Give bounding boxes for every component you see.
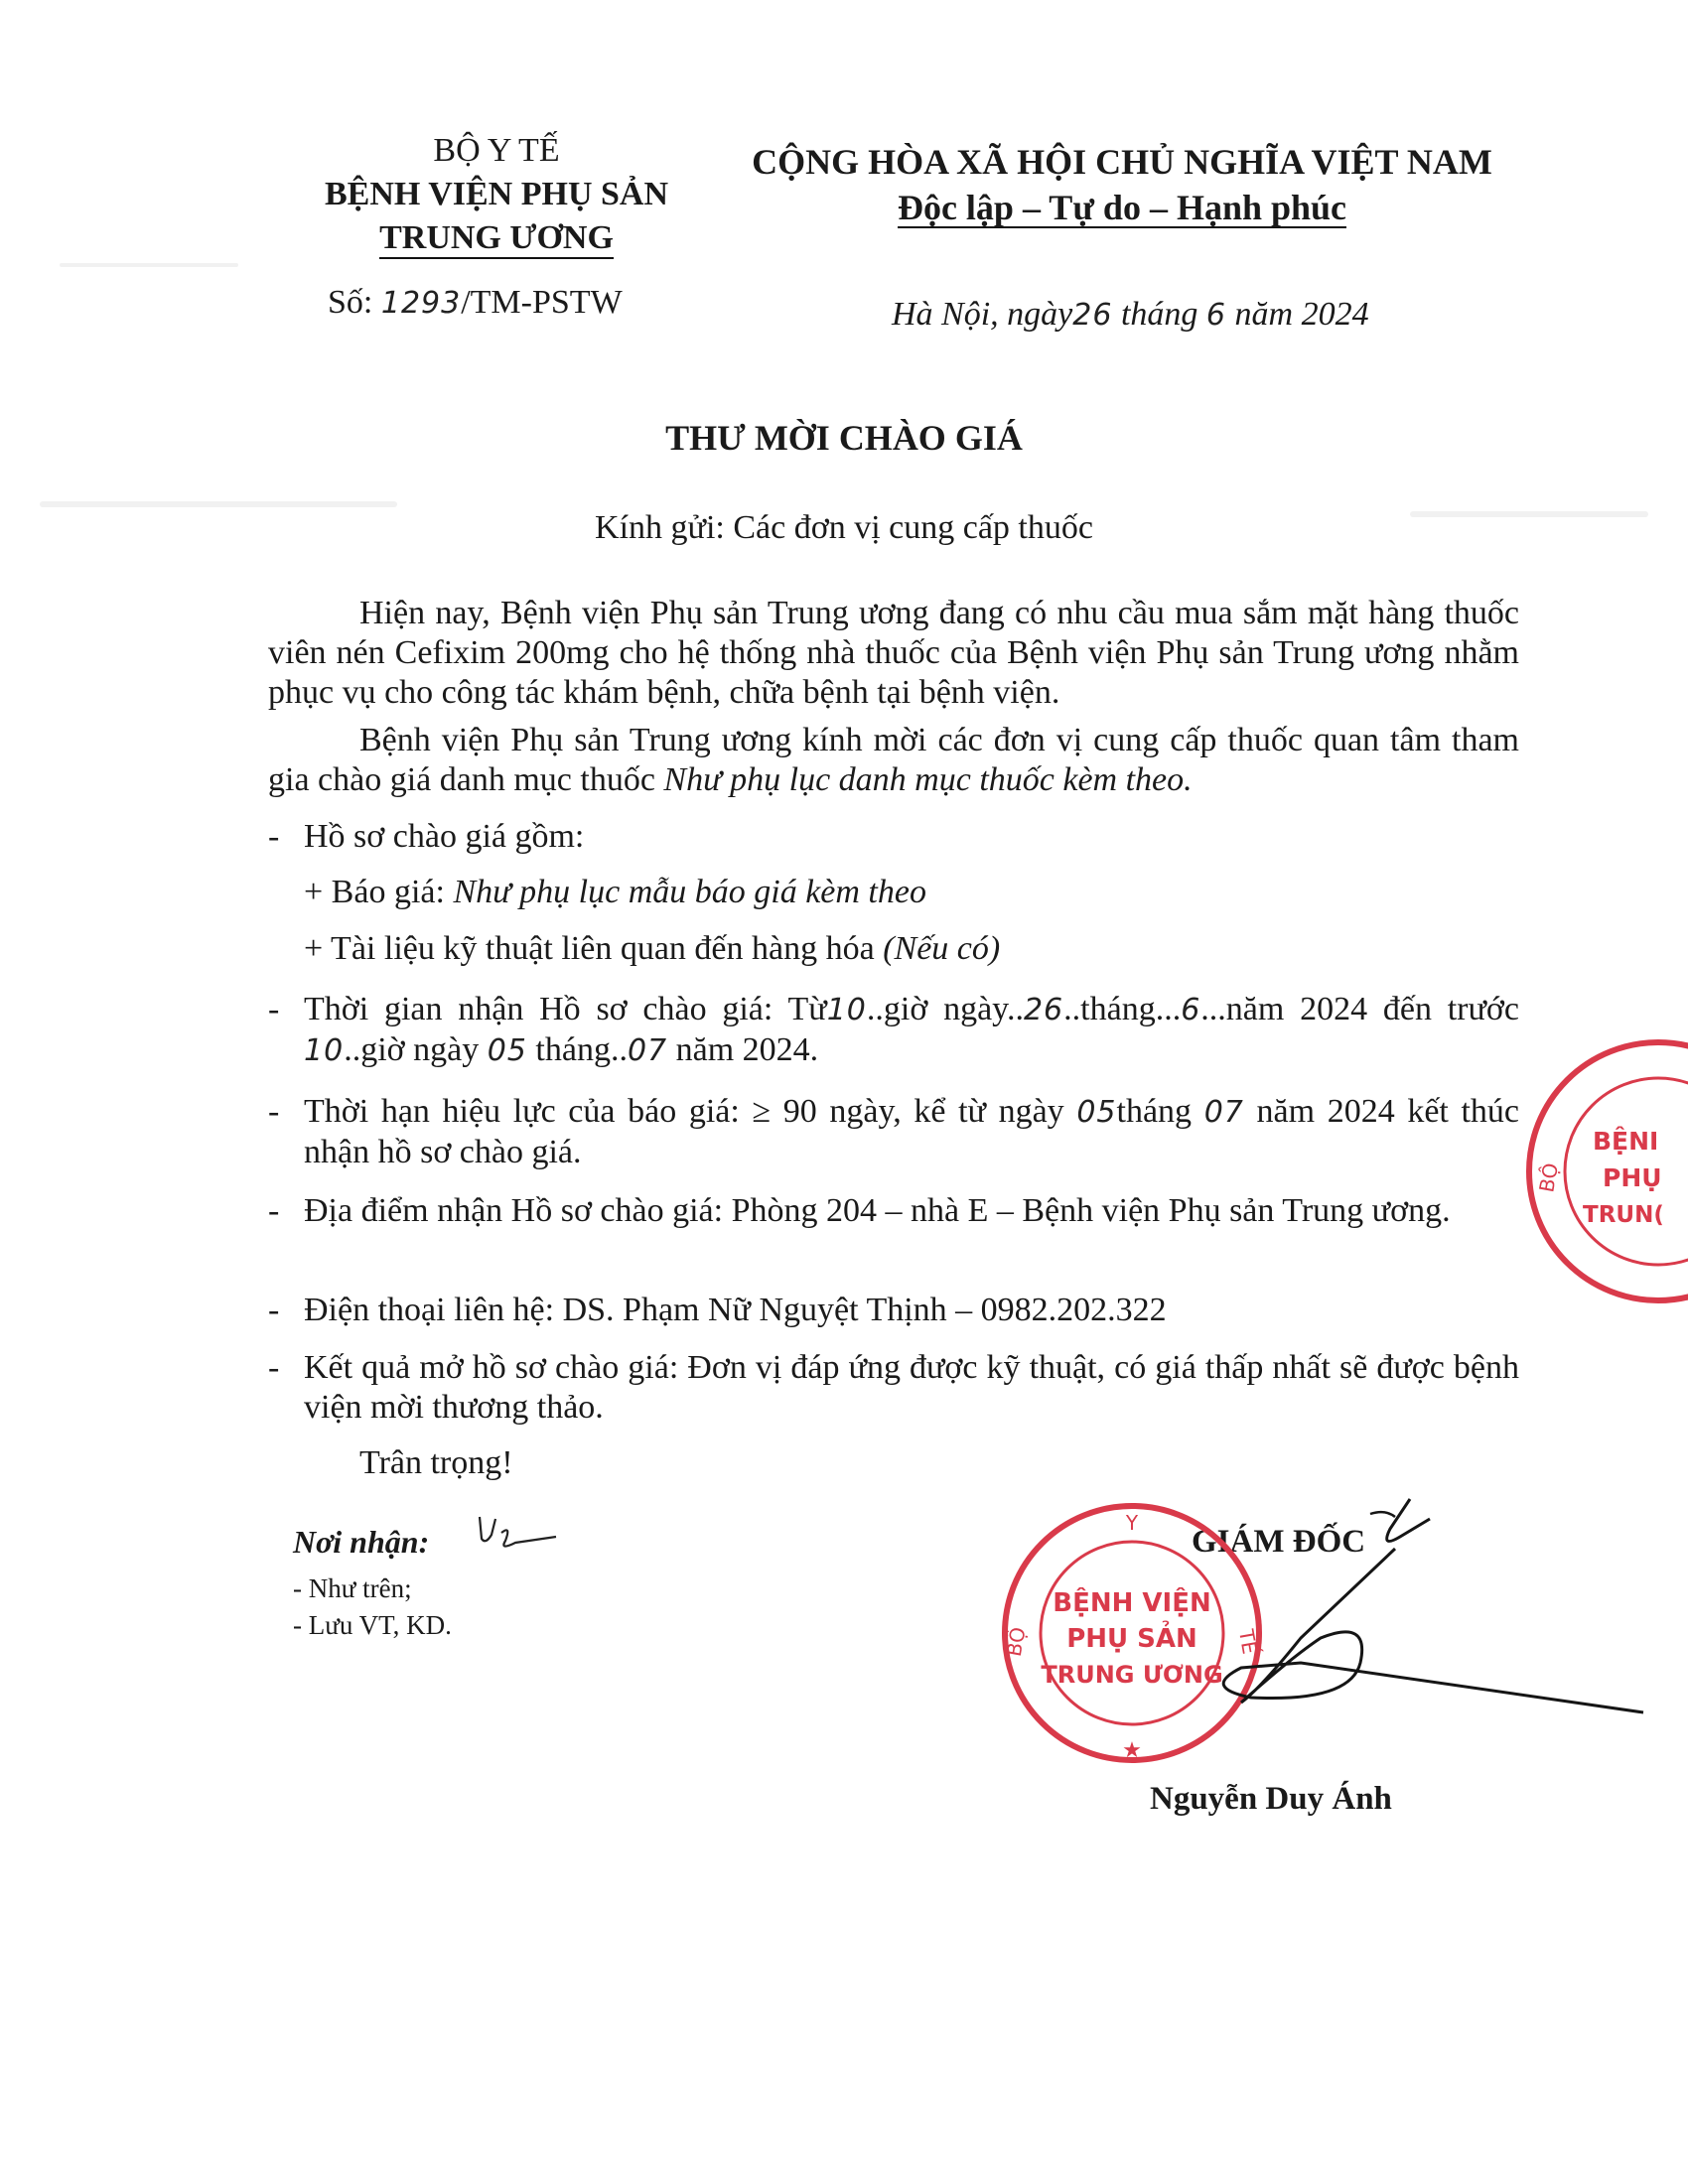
document-number: Số: 1293/TM-PSTW <box>328 284 623 321</box>
recipient-item: - Lưu VT, KD. <box>293 1610 452 1640</box>
list-item-contact-phone: - Điện thoại liên hệ: DS. Phạm Nữ Nguyệt Thịnh – 0982.202.322 <box>268 1292 1167 1328</box>
list-item-validity: - Thời hạn hiệu lực của báo giá: ≥ 90 ngày, kể từ ngày 05tháng 07 năm 2024 kết thúc nhận hồ sơ chào giá. <box>268 1093 1520 1170</box>
list-item-result: - Kết quả mở hồ sơ chào giá: Đơn vị đáp ứng được kỹ thuật, có giá thấp nhất sẽ được bệnh viện mời thương thảo. <box>268 1349 1519 1426</box>
list-item-receive-time: - Thời gian nhận Hồ sơ chào giá: Từ10..giờ ngày..26..tháng...6...năm 2024 đến trước 10..giờ ngày 05 tháng..07 năm 2024. <box>268 991 1519 1068</box>
svg-text:PHỤ SẢN: PHỤ SẢN <box>1066 1624 1197 1654</box>
document-title: THƯ MỜI CHÀO GIÁ <box>665 418 1023 458</box>
closing-text: Trân trọng! <box>359 1444 513 1481</box>
side-stamp-partial <box>1519 1032 1688 1320</box>
list-item-profile: - Hồ sơ chào giá gồm: <box>268 818 585 855</box>
ministry-name: BỘ Y TẾ <box>433 132 560 169</box>
country-name: CỘNG HÒA XÃ HỘI CHỦ NGHĨA VIỆT NAM <box>752 142 1492 182</box>
svg-text:PHỤ: PHỤ <box>1603 1163 1662 1192</box>
svg-text:BỆNI: BỆNI <box>1593 1127 1659 1156</box>
hospital-name-line2: TRUNG ƯƠNG <box>379 219 614 259</box>
scan-smudge <box>40 501 397 507</box>
svg-text:BỘ: BỘ <box>1534 1160 1564 1194</box>
initials-signature <box>472 1507 561 1557</box>
svg-text:BỘ: BỘ <box>1001 1625 1031 1659</box>
list-item-location: - Địa điểm nhận Hồ sơ chào giá: Phòng 204 – nhà E – Bệnh viện Phụ sản Trung ương. <box>268 1192 1451 1229</box>
director-signature <box>1182 1489 1648 1737</box>
svg-text:TẾ: TẾ <box>1233 1627 1262 1657</box>
scan-smudge <box>60 263 238 267</box>
signer-name: Nguyễn Duy Ánh <box>1150 1781 1392 1817</box>
national-motto: Độc lập – Tự do – Hạnh phúc <box>897 188 1347 227</box>
issue-date: Hà Nội, ngày26 tháng 6 năm 2024 <box>892 296 1369 333</box>
document-number-handwritten: 1293 <box>380 286 462 321</box>
recipients-label: Nơi nhận: <box>293 1524 430 1560</box>
date-month-handwritten: 6 <box>1205 298 1227 333</box>
national-header <box>725 139 1519 230</box>
svg-text:TRUNG ƯƠNG: TRUNG ƯƠNG <box>1041 1661 1223 1689</box>
svg-text:★: ★ <box>1122 1738 1142 1763</box>
recipient-item: - Như trên; <box>293 1573 412 1603</box>
date-day-handwritten: 26 <box>1072 298 1113 333</box>
invitation-paragraph: Bệnh viện Phụ sản Trung ương kính mời các đơn vị cung cấp thuốc quan tâm tham gia chào giá danh mục thuốc Như phụ lục danh mục thuốc kèm theo. <box>268 722 1519 798</box>
signer-title: GIÁM ĐỐC <box>1192 1524 1366 1560</box>
sub-item-technical-docs: + Tài liệu kỹ thuật liên quan đến hàng hóa (Nếu có) <box>304 930 1001 967</box>
intro-paragraph: Hiện nay, Bệnh viện Phụ sản Trung ương đang có nhu cầu mua sắm mặt hàng thuốc viên nén Cefixim 200mg cho hệ thống nhà thuốc của Bệnh viện Phụ sản Trung ương nhằm phục vụ cho công tác khám bệnh, chữa bệnh tại bệnh viện. <box>268 595 1519 711</box>
issuer-block <box>268 129 725 260</box>
greeting: Kính gửi: Các đơn vị cung cấp thuốc <box>595 509 1093 546</box>
hospital-name-line1: BỆNH VIỆN PHỤ SẢN <box>324 176 669 212</box>
svg-text:BỆNH VIỆN: BỆNH VIỆN <box>1053 1588 1211 1618</box>
svg-text:TRUN(: TRUN( <box>1583 1202 1664 1228</box>
sub-item-quote: + Báo giá: Như phụ lục mẫu báo giá kèm theo <box>304 874 926 910</box>
svg-text:Y: Y <box>1125 1511 1139 1535</box>
